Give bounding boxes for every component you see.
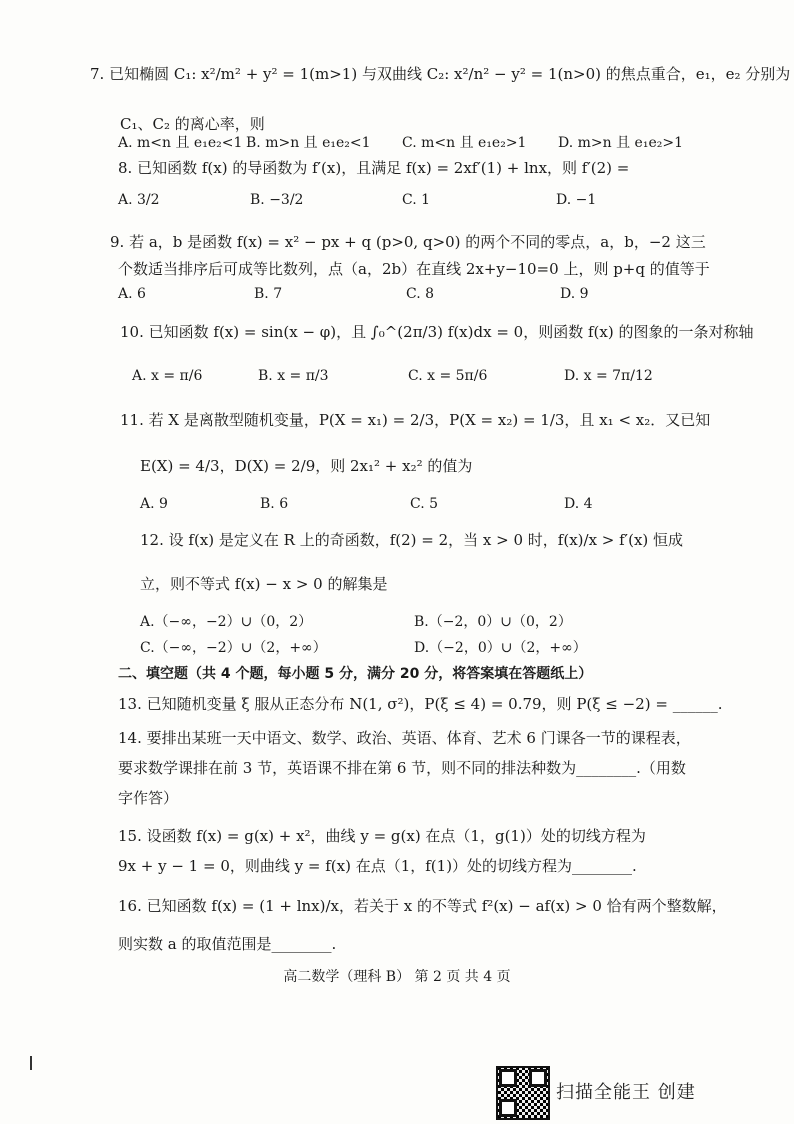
- q11-stem-line1: 11. 若 X 是离散型随机变量，P(X = x₁) = 2/3，P(X = x₂) = 1/3，且 x₁ < x₂．又已知: [120, 411, 711, 429]
- scanner-watermark-text: 扫描全能王 创建: [556, 1082, 696, 1103]
- q16-stem-line1: 16. 已知函数 f(x) = (1 + lnx)/x，若关于 x 的不等式 f²(x) − af(x) > 0 恰有两个整数解，: [118, 897, 727, 915]
- q9-option-d: D. 9: [560, 286, 589, 302]
- q9-stem-line2: 个数适当排序后可成等比数列，点（a，2b）在直线 2x+y−10=0 上，则 p+q 的值等于: [118, 260, 710, 278]
- q15-stem-line1: 15. 设函数 f(x) = g(x) + x²，曲线 y = g(x) 在点（1，g(1)）处的切线方程为: [118, 827, 646, 845]
- q12-option-b: B.（−2，0）∪（0，2）: [414, 614, 572, 630]
- q10-option-a: A. x = π/6: [132, 368, 203, 384]
- q14-stem-line3: 字作答）: [118, 789, 179, 807]
- scan-artifact-mark: [30, 1056, 32, 1070]
- q8-option-c: C. 1: [402, 192, 431, 208]
- qr-finder-pattern: [499, 1069, 517, 1087]
- q7-option-d: D. m>n 且 e₁e₂>1: [558, 135, 683, 151]
- q10-stem: 10. 已知函数 f(x) = sin(x − φ)，且 ∫₀^(2π/3) f(x)dx = 0，则函数 f(x) 的图象的一条对称轴: [120, 323, 754, 341]
- qr-code-icon: [496, 1066, 550, 1120]
- q9-option-b: B. 7: [254, 286, 283, 302]
- q8-option-a: A. 3/2: [118, 192, 160, 208]
- q12-stem-line1: 12. 设 f(x) 是定义在 R 上的奇函数，f(2) = 2，当 x > 0 时，f(x)/x > f′(x) 恒成: [140, 531, 684, 549]
- q9-option-c: C. 8: [406, 286, 435, 302]
- q11-option-a: A. 9: [140, 496, 168, 512]
- q12-option-c: C.（−∞，−2）∪（2，+∞）: [140, 640, 327, 656]
- q9-stem-line1: 9. 若 a，b 是函数 f(x) = x² − px + q (p>0, q>0) 的两个不同的零点，a，b，−2 这三: [110, 233, 706, 251]
- q11-option-d: D. 4: [564, 496, 593, 512]
- q7-stem-line1: 7. 已知椭圆 C₁: x²/m² + y² = 1(m>1) 与双曲线 C₂: x²/n² − y² = 1(n>0) 的焦点重合，e₁，e₂ 分别为: [90, 65, 791, 83]
- q11-option-c: C. 5: [410, 496, 439, 512]
- q7-stem-line2: C₁、C₂ 的离心率，则: [120, 115, 265, 133]
- page-footer: 高二数学（理科 B） 第 2 页 共 4 页: [283, 969, 511, 985]
- q7-option-a: A. m<n 且 e₁e₂<1: [118, 135, 243, 151]
- q7-option-c: C. m<n 且 e₁e₂>1: [402, 135, 527, 151]
- q7-option-b: B. m>n 且 e₁e₂<1: [246, 135, 371, 151]
- section-heading-fill-in: 二、填空题（共 4 个题，每小题 5 分，满分 20 分，将答案填在答题纸上）: [118, 666, 593, 682]
- q12-option-d: D.（−2，0）∪（2，+∞）: [414, 640, 587, 656]
- q10-option-c: C. x = 5π/6: [408, 368, 488, 384]
- q10-option-b: B. x = π/3: [258, 368, 329, 384]
- q11-option-b: B. 6: [260, 496, 289, 512]
- q14-stem-line1: 14. 要排出某班一天中语文、数学、政治、英语、体育、艺术 6 门课各一节的课程表，: [118, 729, 691, 747]
- q8-option-d: D. −1: [556, 192, 597, 208]
- q16-stem-line2: 则实数 a 的取值范围是________.: [118, 935, 337, 953]
- q8-option-b: B. −3/2: [250, 192, 304, 208]
- q12-stem-line2: 立，则不等式 f(x) − x > 0 的解集是: [140, 575, 388, 593]
- q15-stem-line2: 9x + y − 1 = 0，则曲线 y = f(x) 在点（1，f(1)）处的切线方程为________.: [118, 857, 637, 875]
- q13-stem: 13. 已知随机变量 ξ 服从正态分布 N(1, σ²)，P(ξ ≤ 4) = 0.79，则 P(ξ ≤ −2) = ______.: [118, 695, 723, 713]
- q14-stem-line2: 要求数学课排在前 3 节，英语课不排在第 6 节，则不同的排法种数为________.（用数: [118, 759, 686, 777]
- qr-finder-pattern: [529, 1069, 547, 1087]
- q9-option-a: A. 6: [118, 286, 146, 302]
- q11-stem-line2: E(X) = 4/3，D(X) = 2/9，则 2x₁² + x₂² 的值为: [140, 457, 473, 475]
- qr-finder-pattern: [499, 1099, 517, 1117]
- q12-option-a: A.（−∞，−2）∪（0，2）: [140, 614, 313, 630]
- q10-option-d: D. x = 7π/12: [564, 368, 653, 384]
- q8-stem: 8. 已知函数 f(x) 的导函数为 f′(x)，且满足 f(x) = 2xf′(1) + lnx，则 f′(2) =: [118, 159, 630, 177]
